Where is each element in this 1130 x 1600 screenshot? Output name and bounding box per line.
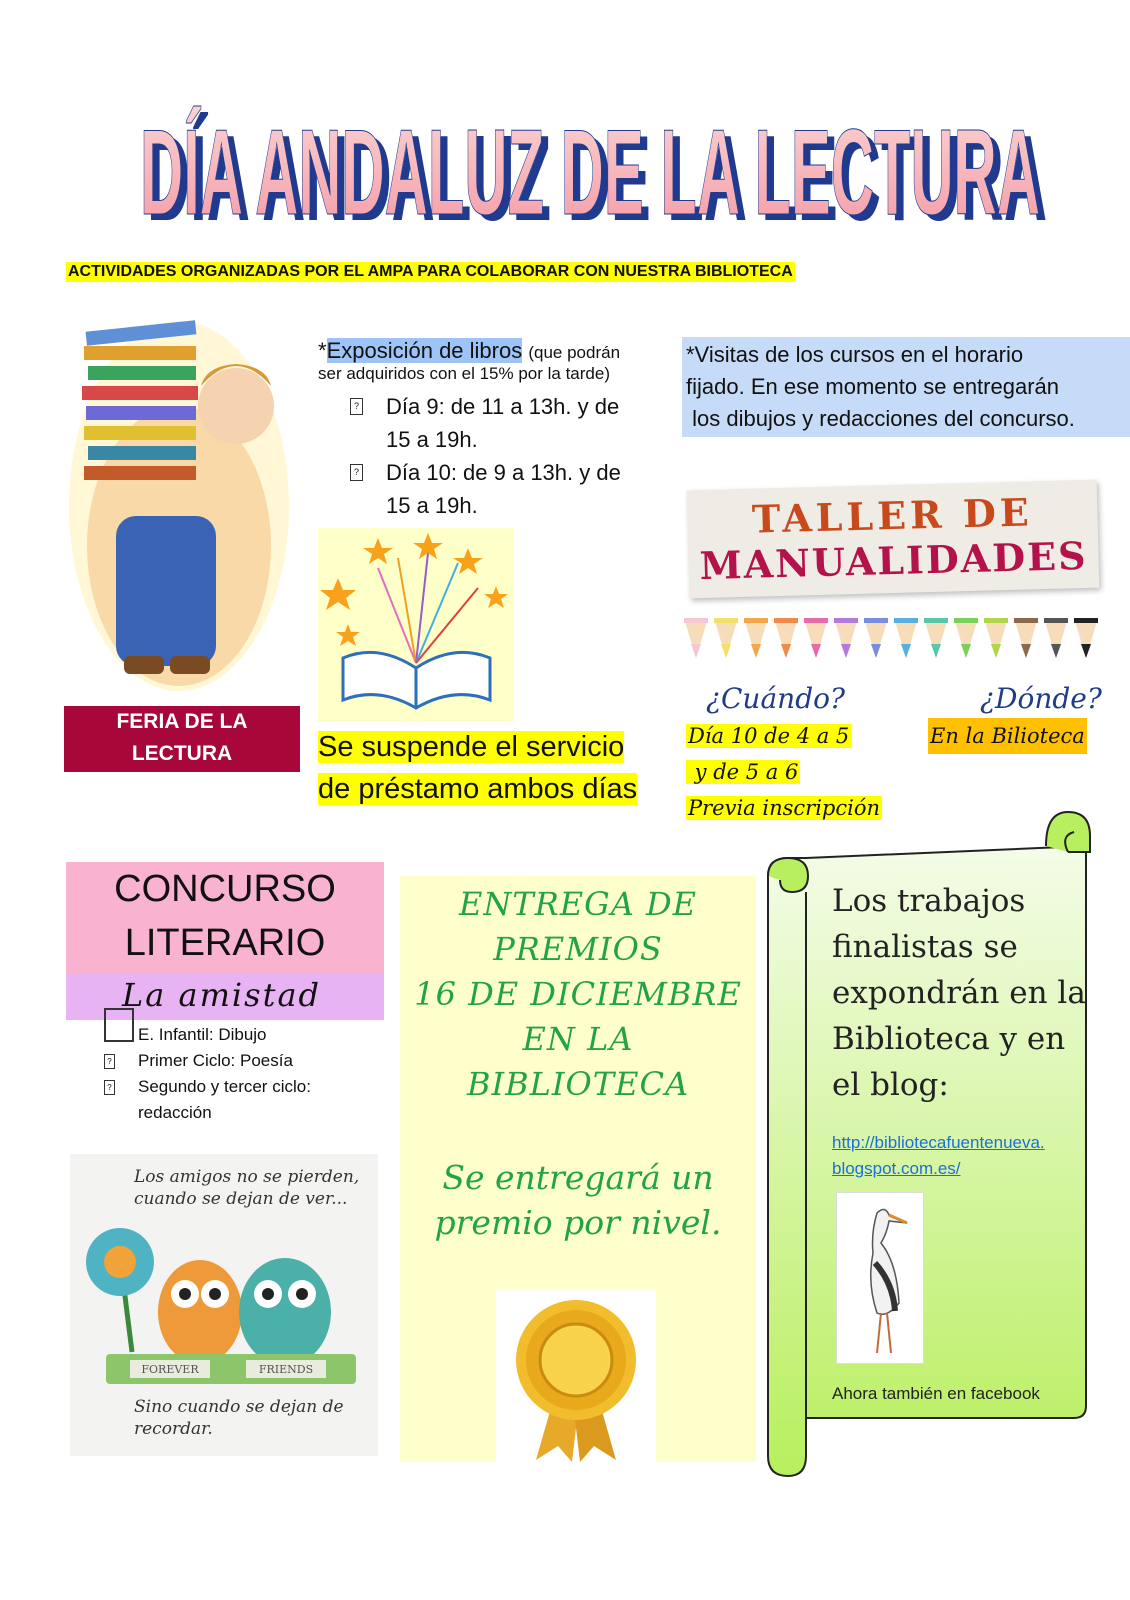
pencil-tip-icon: [751, 644, 761, 658]
stork-illustration: [836, 1192, 924, 1364]
pencil-tip-icon: [841, 644, 851, 658]
missing-glyph-icon: ?: [104, 1054, 115, 1069]
exposicion-heading: Exposición de libros: [326, 338, 523, 363]
pencil-tip-icon: [811, 644, 821, 658]
missing-glyph-icon: ?: [350, 398, 363, 415]
pencil-tip-icon: [691, 644, 701, 658]
list-item-line1: Día 9: de 11 a 13h. y de: [386, 394, 620, 419]
pencil-tip-icon: [961, 644, 971, 658]
concurso-line2: LITERARIO: [124, 922, 326, 964]
friends-quote-top-line1: Los amigos no se pierden,: [134, 1167, 360, 1187]
exposicion-prefix: *: [318, 338, 327, 363]
entrega-line: EN LA: [522, 1020, 634, 1058]
scroll-message: [832, 878, 1092, 1108]
pencil-band-icon: [894, 618, 918, 623]
title-shadow: DÍA ANDALUZ DE LA LECTURA: [147, 110, 1047, 246]
concurso-theme: La amistad: [122, 976, 321, 1014]
pencil-tip-icon: [1051, 644, 1061, 658]
exposicion-section: [318, 338, 658, 522]
friends-quote-top: [134, 1166, 359, 1210]
pencil-tip-icon: [721, 644, 731, 658]
pencil-band-icon: [984, 618, 1008, 623]
pencil-tip-icon: [901, 644, 911, 658]
list-item: [104, 1100, 394, 1126]
cuando-line: y de 5 a 6: [688, 760, 799, 784]
boy-with-books-illustration: [66, 316, 292, 696]
scroll-line: Biblioteca y en: [832, 1021, 1066, 1057]
exposicion-note-part2: ser adquiridos con el 15% por la tarde): [318, 364, 610, 383]
friends-quote-bottom-line2: recordar.: [134, 1419, 213, 1439]
friends-quote-top-line2: cuando se dejan de ver...: [134, 1189, 348, 1209]
pencil-band-icon: [954, 618, 978, 623]
cuando-line: Previa inscripción: [688, 796, 880, 820]
taller-line1: TALLER DE: [751, 489, 1034, 542]
subtitle: ACTIVIDADES ORGANIZADAS POR EL AMPA PARA COLABORAR CON NUESTRA BIBLIOTECA: [68, 263, 793, 280]
title-text: DÍA ANDALUZ DE LA LECTURA: [140, 104, 1040, 240]
missing-glyph-icon: ?: [104, 1080, 115, 1095]
visitas-line1: *Visitas de los cursos en el horario: [686, 342, 1024, 367]
open-book-stars-illustration: [318, 528, 514, 722]
pencil-tip-icon: [1081, 644, 1091, 658]
entrega-prize-line1: Se entregará un: [442, 1158, 714, 1197]
suspend-line1: Se suspende el servicio: [318, 731, 625, 763]
donde-details: En la Bilioteca: [928, 718, 1087, 754]
scroll-line: finalistas se: [832, 929, 1018, 965]
pencil-band-icon: [714, 618, 738, 623]
page-title: [120, 88, 1070, 248]
scroll-line: expondrán en la: [832, 975, 1086, 1011]
blog-link-line2[interactable]: blogspot.com.es/: [832, 1159, 961, 1178]
taller-line2: MANUALIDADES: [699, 532, 1089, 589]
cuando-heading: ¿Cuándo?: [706, 682, 845, 715]
owls-figurine-icon: [70, 1212, 378, 1392]
list-item-text: Primer Ciclo: Poesía: [138, 1051, 293, 1070]
entrega-line: 16 DE DICIEMBRE: [414, 975, 742, 1013]
entrega-line: ENTREGA DE: [458, 885, 697, 923]
visitas-section: [682, 337, 1130, 437]
entrega-premios-panel: [400, 876, 756, 1462]
pencil-band-icon: [1014, 618, 1038, 623]
cuando-line: Día 10 de 4 a 5: [688, 724, 850, 748]
list-item: [104, 1048, 394, 1074]
visitas-line3: los dibujos y redacciones del concurso.: [686, 406, 1075, 431]
concurso-heading: [66, 862, 384, 974]
entrega-line: PREMIOS: [493, 930, 663, 968]
friends-quote-bottom-line1: Sino cuando se dejan de: [134, 1397, 344, 1417]
blog-link-line1[interactable]: http://bibliotecafuentenueva.: [832, 1133, 1045, 1152]
list-item-text: E. Infantil: Dibujo: [138, 1025, 267, 1044]
pencil-band-icon: [924, 618, 948, 623]
pencil-band-icon: [684, 618, 708, 623]
list-item: [104, 1074, 394, 1100]
checkbox-icon: [104, 1008, 134, 1042]
prize-rosette-icon: [496, 1290, 656, 1466]
scroll-line: Los trabajos: [832, 883, 1026, 919]
entrega-heading: [400, 882, 756, 1107]
scroll-line: el blog:: [832, 1067, 949, 1103]
pencil-tip-icon: [871, 644, 881, 658]
friends-quote-bottom: [134, 1396, 344, 1440]
pencil-band-icon: [804, 618, 828, 623]
blog-link[interactable]: [832, 1130, 1092, 1182]
pencil-band-icon: [1074, 618, 1098, 623]
pencil-tip-icon: [931, 644, 941, 658]
entrega-prize-text: [400, 1155, 756, 1245]
pencil-band-icon: [1044, 618, 1068, 623]
plaque-left-text: FOREVER: [141, 1363, 199, 1376]
pencil-tip-icon: [1021, 644, 1031, 658]
entrega-line: BIBLIOTECA: [466, 1065, 690, 1103]
concurso-list: [104, 1022, 394, 1126]
list-item: [318, 456, 658, 522]
missing-glyph-icon: ?: [350, 464, 363, 481]
taller-banner: [687, 480, 1100, 599]
pencil-band-icon: [774, 618, 798, 623]
pencil-tip-icon: [991, 644, 1001, 658]
list-item: [318, 390, 658, 456]
pencil-band-icon: [864, 618, 888, 623]
feria-label-line2: LECTURA: [131, 742, 233, 765]
suspend-notice: [318, 726, 637, 810]
pencil-band-icon: [744, 618, 768, 623]
list-item-text: redacción: [138, 1103, 212, 1122]
feria-label-line1: FERIA DE LA: [116, 710, 248, 733]
donde-heading: ¿Dónde?: [980, 682, 1102, 715]
pencil-tip-icon: [781, 644, 791, 658]
visitas-line2: fijado. En ese momento se entregarán: [686, 374, 1060, 399]
entrega-prize-line2: premio por nivel.: [434, 1203, 722, 1242]
friends-owls-picture: [70, 1154, 378, 1456]
pencil-band-icon: [834, 618, 858, 623]
colored-pencils-illustration: [684, 618, 1106, 666]
list-item-text: Segundo y tercer ciclo:: [138, 1077, 311, 1096]
list-item-line2: 15 a 19h.: [386, 493, 478, 518]
list-item: [104, 1022, 394, 1048]
concurso-line1: CONCURSO: [114, 868, 336, 910]
plaque-right-text: FRIENDS: [258, 1363, 314, 1376]
feria-label: [64, 706, 300, 772]
suspend-line2: de préstamo ambos días: [318, 773, 638, 805]
exposicion-note-part1: (que podrán: [528, 343, 621, 362]
facebook-note: Ahora también en facebook: [832, 1384, 1040, 1403]
list-item-line1: Día 10: de 9 a 13h. y de: [386, 460, 621, 485]
list-item-line2: 15 a 19h.: [386, 427, 478, 452]
